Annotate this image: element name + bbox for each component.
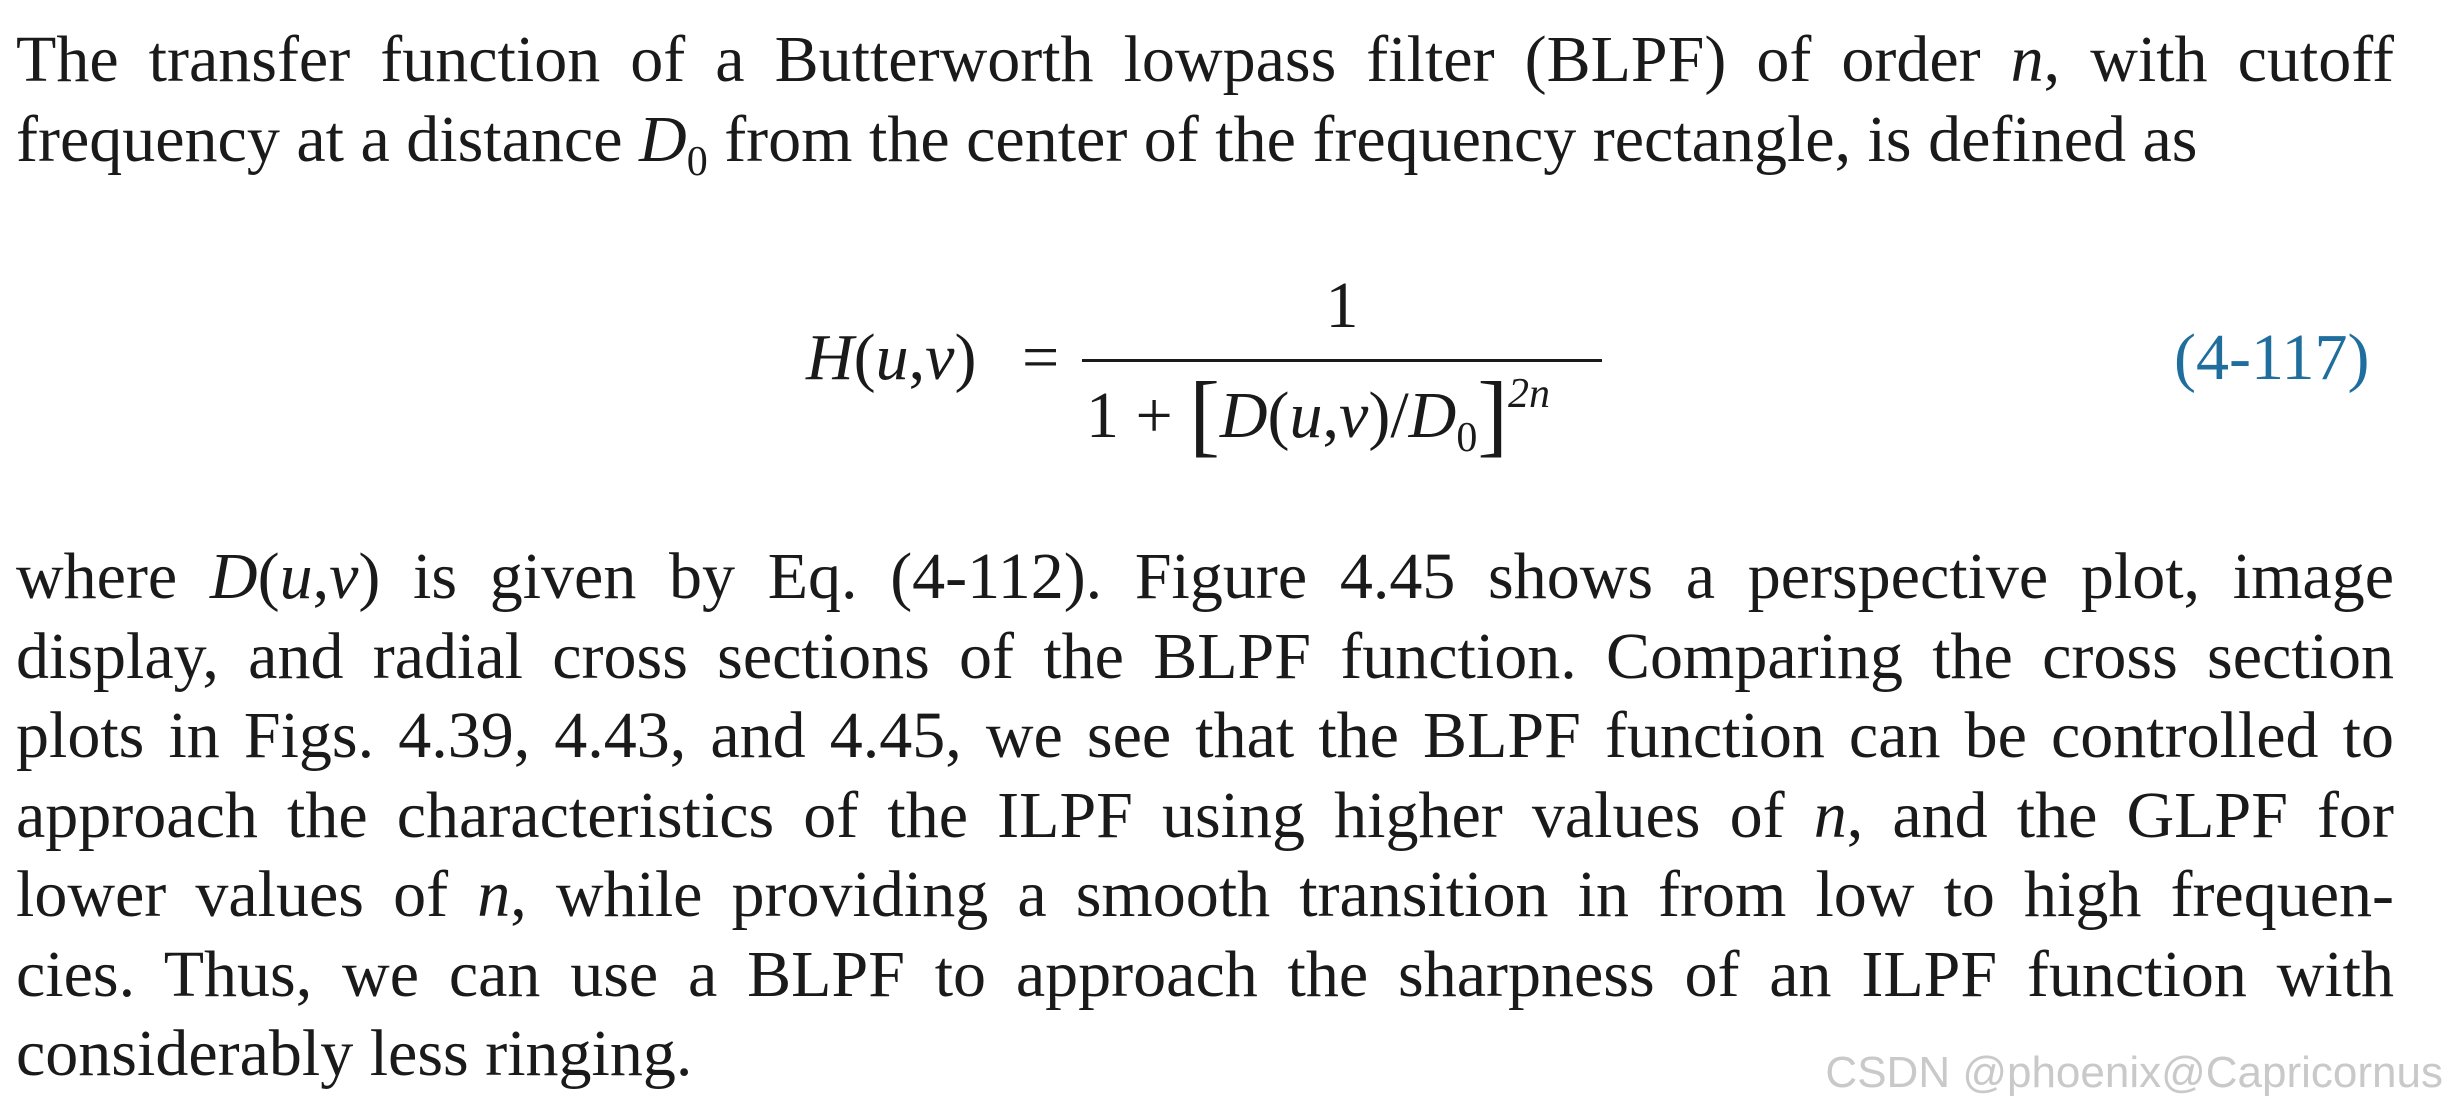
- equation-lhs: [806, 320, 976, 396]
- text-line: [16, 100, 2394, 185]
- eq-symbol: ,: [908, 321, 926, 394]
- eq-symbol: 1 +: [1086, 379, 1190, 452]
- eq-bracket: ]: [1477, 363, 1508, 465]
- superscript: 2n: [1507, 371, 1550, 417]
- eq-symbol: ): [1368, 379, 1391, 452]
- body-paragraph: [16, 537, 2394, 1094]
- text-line: cies. Thus, we can use a BLPF to approach the sharpness of an ILPF function with: [16, 937, 2394, 1011]
- text-segment: (: [257, 540, 280, 613]
- variable-n: n: [477, 858, 511, 931]
- eq-symbol: v: [925, 321, 955, 394]
- text-line: considerably less ringing.: [16, 1017, 693, 1090]
- text-segment: lower values of: [16, 858, 478, 931]
- text-segment: ): [358, 540, 381, 613]
- variable-n: n: [2010, 23, 2044, 96]
- eq-symbol: H: [806, 321, 854, 394]
- subscript: 0: [686, 138, 708, 185]
- text-segment: , and the GLPF for: [1846, 778, 2394, 852]
- text-segment: is given by Eq. (4-112). Figure 4.45 shows a perspective plot, image: [380, 540, 2394, 613]
- intro-paragraph: [16, 20, 2394, 185]
- text-segment: frequency at a distance: [16, 102, 640, 176]
- text-line: display, and radial cross sections of the BLPF function. Comparing the cross section: [16, 619, 2394, 693]
- equation-4-117: [0, 262, 2449, 492]
- watermark: CSDN @phoenix@Capricornus: [1825, 1048, 2443, 1097]
- fraction-bar: [1082, 359, 1602, 362]
- text-segment: ,: [312, 540, 330, 613]
- eq-bracket: [: [1189, 363, 1220, 465]
- text-segment: , with cutoff: [2043, 23, 2394, 96]
- eq-symbol: v: [1339, 379, 1369, 452]
- eq-symbol: (: [1267, 379, 1290, 452]
- eq-symbol: ,: [1322, 379, 1340, 452]
- text-line: [16, 20, 2394, 100]
- text-segment: , while providing a smooth transition in from low to high frequen-: [510, 858, 2394, 931]
- variable-u: u: [279, 540, 313, 613]
- text-segment: from the center of the frequency rectangle, is defined as: [707, 102, 2198, 176]
- text-segment: where: [16, 540, 210, 613]
- text-segment: The transfer function of a Butterworth lowpass filter (BLPF) of order: [16, 23, 2011, 96]
- eq-symbol: ): [954, 321, 977, 394]
- eq-symbol: u: [875, 321, 909, 394]
- eq-symbol: (: [853, 321, 876, 394]
- eq-symbol: /: [1390, 379, 1409, 452]
- eq-symbol: u: [1289, 379, 1323, 452]
- variable-D: D: [639, 102, 687, 176]
- variable-v: v: [329, 540, 359, 613]
- text-segment: approach the characteristics of the ILPF using higher values of: [16, 778, 1814, 852]
- fraction-denominator: [1086, 363, 1550, 465]
- fraction-numerator: 1: [1325, 269, 1359, 342]
- variable-n: n: [1813, 778, 1847, 852]
- text-line: [16, 776, 2394, 856]
- equals-sign: =: [1022, 321, 1060, 394]
- eq-symbol: D: [1408, 379, 1457, 452]
- text-line: [16, 855, 2394, 935]
- subscript: 0: [1456, 415, 1478, 461]
- text-line: plots in Figs. 4.39, 4.43, and 4.45, we see that the BLPF function can be controlled to: [16, 699, 2394, 772]
- equation-number: (4-117): [2174, 321, 2370, 394]
- variable-D: D: [209, 540, 258, 613]
- text-line: [16, 537, 2394, 617]
- eq-symbol: D: [1219, 379, 1268, 452]
